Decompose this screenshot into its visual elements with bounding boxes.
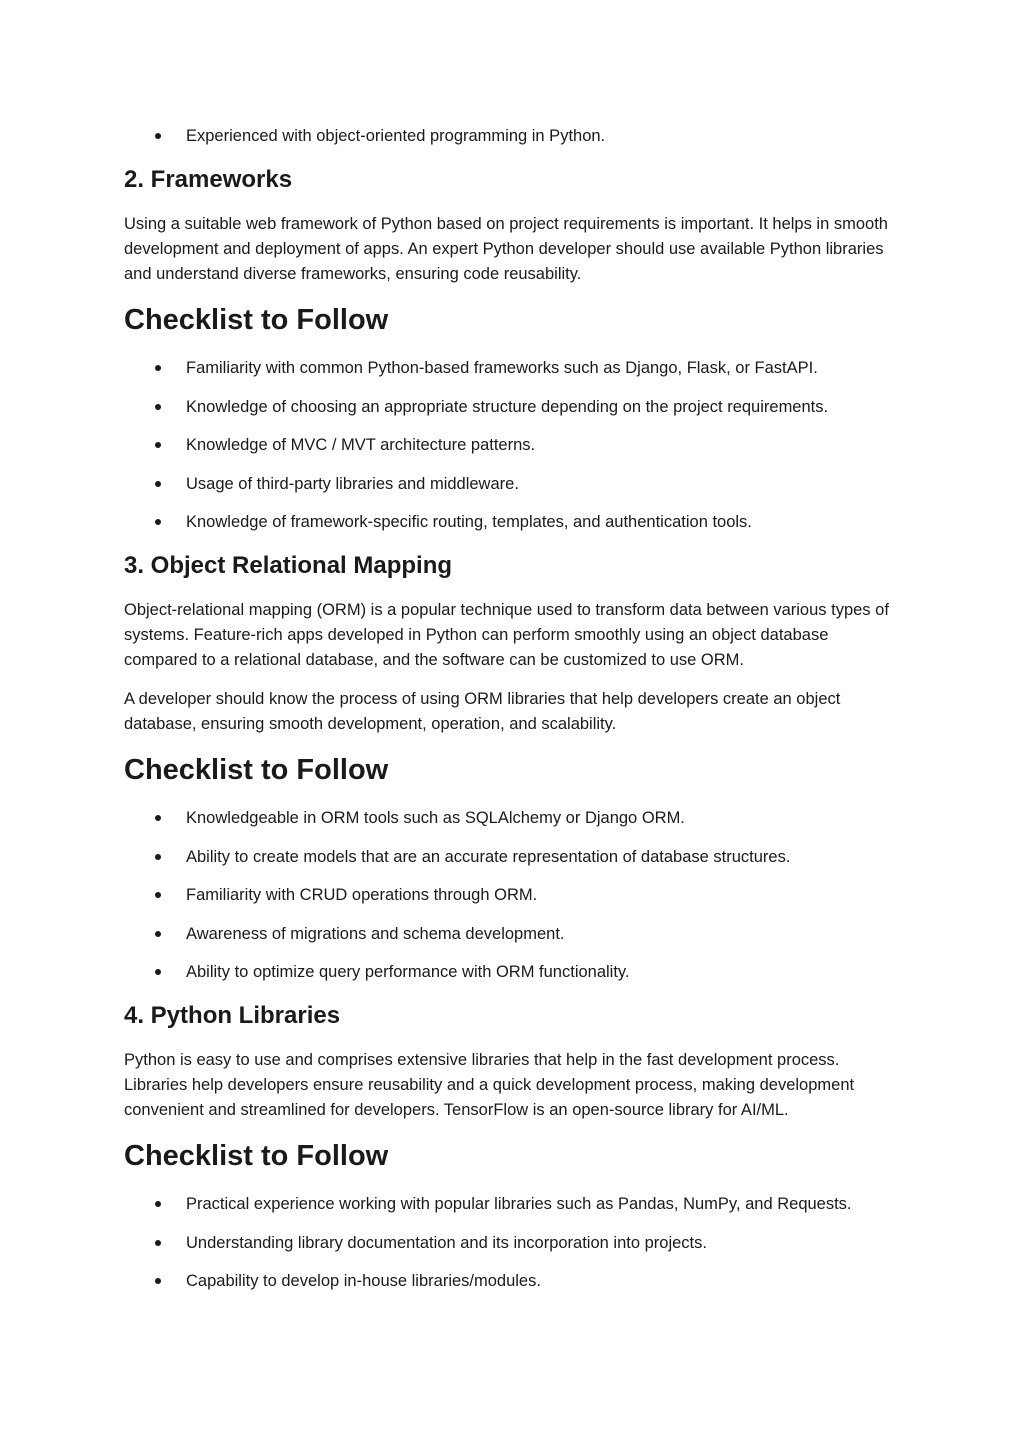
list-item-text: Practical experience working with popular libraries such as Pandas, NumPy, and Requests. bbox=[186, 1195, 852, 1213]
list-item-text: Knowledge of framework-specific routing, templates, and authentication tools. bbox=[186, 513, 752, 531]
list-item-text: Understanding library documentation and its incorporation into projects. bbox=[186, 1234, 707, 1252]
bullet-icon bbox=[155, 892, 161, 898]
checklist-heading: Checklist to Follow bbox=[124, 754, 389, 786]
list-item-text: Awareness of migrations and schema development. bbox=[186, 925, 565, 943]
list-item-text: Knowledge of MVC / MVT architecture patterns. bbox=[186, 436, 536, 454]
list-item-text: Experienced with object-oriented programming in Python. bbox=[186, 127, 606, 145]
section-heading-frameworks: 2. Frameworks bbox=[124, 166, 293, 193]
section-paragraph: Python is easy to use and comprises extensive libraries that help in the fast development process. Libraries help developers ensure reusability and a quick development process, making development convenient and streamlined for developers. TensorFlow is an open-source library for AI/ML. bbox=[124, 1051, 855, 1119]
bullet-icon bbox=[155, 854, 161, 860]
list-item-text: Usage of third-party libraries and middleware. bbox=[186, 475, 519, 493]
section-paragraph: Object-relational mapping (ORM) is a popular technique used to transform data between various types of systems. Feature-rich apps developed in Python can perform smoothly using an object database compared to a relational database, and the software can be customized to use ORM. bbox=[124, 601, 889, 669]
section-paragraph: Using a suitable web framework of Python based on project requirements is important. It helps in smooth development and deployment of apps. An expert Python developer should use available Python libraries and understand diverse frameworks, ensuring code reusability. bbox=[124, 215, 888, 283]
list-item-text: Knowledgeable in ORM tools such as SQLAlchemy or Django ORM. bbox=[186, 809, 685, 827]
bullet-icon bbox=[155, 133, 161, 139]
bullet-icon bbox=[155, 1201, 161, 1207]
bullet-icon bbox=[155, 365, 161, 371]
bullet-icon bbox=[155, 969, 161, 975]
list-item-text: Familiarity with CRUD operations through ORM. bbox=[186, 886, 538, 904]
bullet-icon bbox=[155, 404, 161, 410]
bullet-icon bbox=[155, 519, 161, 525]
bullet-icon bbox=[155, 815, 161, 821]
bullet-icon bbox=[155, 931, 161, 937]
bullet-icon bbox=[155, 481, 161, 487]
list-item-text: Ability to optimize query performance with ORM functionality. bbox=[186, 963, 630, 981]
checklist-heading: Checklist to Follow bbox=[124, 1140, 389, 1172]
section-paragraph: A developer should know the process of using ORM libraries that help developers create an object database, ensuring smooth development, operation, and scalability. bbox=[124, 690, 841, 733]
section-heading-orm: 3. Object Relational Mapping bbox=[124, 552, 453, 579]
bullet-icon bbox=[155, 442, 161, 448]
bullet-icon bbox=[155, 1240, 161, 1246]
list-item-text: Familiarity with common Python-based frameworks such as Django, Flask, or FastAPI. bbox=[186, 359, 818, 377]
list-item-text: Capability to develop in-house libraries/modules. bbox=[186, 1272, 541, 1290]
section-heading-libraries: 4. Python Libraries bbox=[124, 1002, 341, 1029]
list-item-text: Ability to create models that are an accurate representation of database structures. bbox=[186, 848, 791, 866]
list-item-text: Knowledge of choosing an appropriate structure depending on the project requirements. bbox=[186, 398, 829, 416]
checklist-heading: Checklist to Follow bbox=[124, 304, 389, 336]
bullet-icon bbox=[155, 1278, 161, 1284]
